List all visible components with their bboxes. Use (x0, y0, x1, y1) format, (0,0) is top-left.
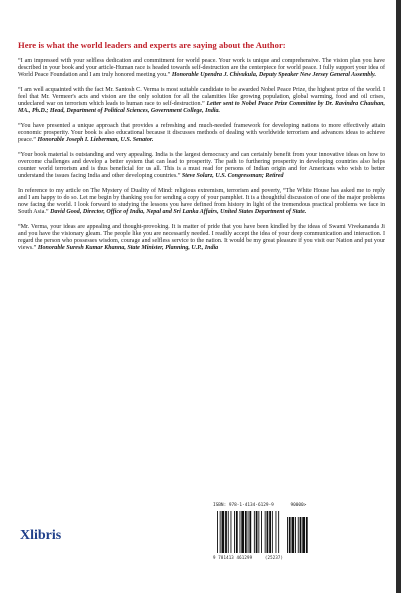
quote-attribution: David Good, Director, Office of India, Nepal and Sri Lanka Affairs, United States Department of State. (50, 209, 307, 216)
barcode-bar (234, 511, 235, 553)
quote-text: “You have presented a unique approach that provides a refreshing and much-needed framework for developing nations to more effectively attain economic prosperity. Your book is also educational because it discusses methods of dealing with worldwide terrorism and advances ideas to achieve peace.” (18, 122, 385, 144)
barcode-bar (300, 517, 302, 553)
barcode-digits (213, 555, 283, 560)
quote-attribution: Honorable Upendra J. Chivukula, Deputy Speaker New Jersey General Assembly. (171, 72, 376, 79)
barcode-bar (302, 517, 305, 553)
barcode-bar (249, 511, 251, 553)
quote-chauhan (18, 87, 385, 116)
price-code: 90000> (290, 503, 307, 508)
quote-khanna (18, 224, 385, 253)
quote-text: “Your book material is outstanding and very appealing. India is the largest democracy and can certainly benefit from your innovative ideas on how to overcome challenges and develop a better system that can lead to prosperity. The path to furthering prosperity in developing countries also helps counter world terrorism and is thus beneficial for us all. This is a must read for persons of Indian origin and for Americans who wish to better understand the issues facing India and other developing countries.” (18, 151, 385, 180)
barcode-bar (276, 511, 277, 553)
barcode-bar (245, 511, 247, 553)
quote-solarz (18, 152, 385, 181)
barcode-bar (267, 511, 269, 553)
quote-lieberman (18, 123, 385, 145)
barcode-bar (298, 517, 299, 553)
barcode-bar (278, 511, 279, 553)
barcode-bar (241, 511, 244, 553)
barcode-icon (213, 509, 320, 554)
barcode-bar (225, 511, 227, 553)
praise-heading: Here is what the world leaders and experts are saying about the Author: (18, 40, 286, 50)
barcode-bar (217, 511, 218, 553)
barcode-bar (236, 511, 238, 553)
barcode-bar (265, 511, 266, 553)
isbn-label (213, 503, 306, 508)
barcode-sub: (25237) (264, 555, 284, 560)
barcode-bar (306, 517, 308, 553)
quote-text: “I am impressed with your selfless dedication and commitment for world peace. Your work is unique and comprehensive. The vision plan you have described in your book and your article-Human race is headed towards self-destruction are the centerpiece for world peace. I fully support your idea of World Peace Foundation and I am truly honored meeting you.” (18, 58, 385, 79)
barcode-bar (256, 511, 258, 553)
isbn-text: ISBN: 978-1-4134-6129-9 (213, 503, 274, 508)
barcode-bar (292, 517, 295, 553)
barcode-bar (272, 511, 273, 553)
isbn-barcode-block (213, 503, 320, 561)
barcode-bar (289, 517, 291, 553)
quote-text: “I am well acquainted with the fact Mr. Santosh C. Verma is most suitable candidate to be awarded Nobel Peace Prize, the highest prize of the world. I feel that Mr. Vermeer's acts and vision are the only solution for all the calamities like growing population, global warming, food and oil crises, undeclared war on terrorism which leads to human race to self-destruction.” (18, 86, 385, 108)
barcode-bar (261, 511, 262, 553)
barcode-bar (295, 517, 296, 553)
barcode-bar (269, 511, 271, 553)
barcode-bar (222, 511, 225, 553)
quote-attribution: Steve Solarz, U.S. Congressman; Retired (181, 173, 284, 180)
publisher-logo: Xlibris (20, 528, 62, 543)
quotes-list (18, 58, 385, 252)
barcode-bar (231, 511, 232, 553)
barcode-bar (228, 511, 229, 553)
quote-attribution: Letter sent to Nobel Peace Prize Committee by Dr. Ravindra Chauhan, MA., Ph.D.; Head, Department of Political Sciences, Government College, India. (18, 101, 385, 115)
barcode-bar (240, 511, 241, 553)
quote-attribution: Honorable Joseph I. Lieberman, U.S. Senator. (37, 137, 154, 144)
barcode-number: 9 781413 461299 (213, 555, 253, 560)
quote-good (18, 188, 385, 217)
page-edge (396, 0, 401, 593)
barcode-bar (287, 517, 288, 553)
quote-text: “Mr. Verma, your ideas are appealing and thought-provoking. It is matter of pride that you have been kindled by the ideas of Swami Vivekananda Ji and you have the visionary gleam. The people like you are necessarily needed. I readily accept the idea of your deep communication and interaction. I regard the person who possesses wisdom, courage and selfless service to the nation. It would be my great pleasure if you visit our Nation and put your views.” (18, 223, 385, 252)
quote-attribution: Honorable Suresh Kumar Khanna, State Minister, Planning, U.P., India (37, 245, 219, 252)
quote-text: In reference to my article on The Mystery of Duality of Mind: religious extremism, terrorism and poverty, “The White House has asked me to reply and I am happy to do so. Let me begin by thanking you for sending a copy of your pamphlet. It is a thoughtful discussion of one of the major problems now facing the world. I look forward to studying the lessons you have defined from history in light of the tremendous practical problems we face in South Asia.” (18, 187, 385, 216)
barcode-bar (254, 511, 255, 553)
quote-chivukula (18, 58, 385, 80)
barcode-bar (220, 511, 221, 553)
barcode-bar (248, 511, 249, 553)
barcode-bar (258, 511, 259, 553)
